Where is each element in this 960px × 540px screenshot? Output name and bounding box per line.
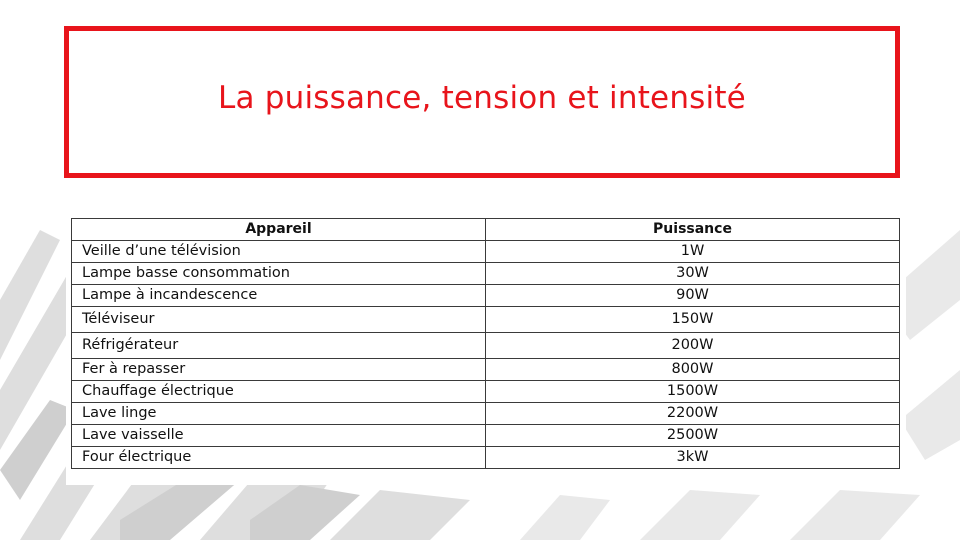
cell-appareil: Veille d’une télévision <box>72 241 486 263</box>
table-row <box>72 307 900 333</box>
slide-title: La puissance, tension et intensité <box>218 80 746 116</box>
table-row <box>72 381 900 403</box>
cell-puissance: 3kW <box>486 447 900 469</box>
table-row <box>72 403 900 425</box>
title-box <box>64 26 900 178</box>
cell-appareil: Lave vaisselle <box>72 425 486 447</box>
table-row <box>72 241 900 263</box>
header-puissance: Puissance <box>486 219 900 241</box>
cell-puissance: 2200W <box>486 403 900 425</box>
power-table <box>71 218 900 469</box>
cell-appareil: Réfrigérateur <box>72 333 486 359</box>
cell-appareil: Chauffage électrique <box>72 381 486 403</box>
cell-appareil: Lave linge <box>72 403 486 425</box>
cell-puissance: 90W <box>486 285 900 307</box>
cell-puissance: 30W <box>486 263 900 285</box>
cell-appareil: Fer à repasser <box>72 359 486 381</box>
cell-puissance: 800W <box>486 359 900 381</box>
cell-appareil: Lampe basse consommation <box>72 263 486 285</box>
cell-puissance: 200W <box>486 333 900 359</box>
cell-puissance: 1500W <box>486 381 900 403</box>
cell-appareil: Four électrique <box>72 447 486 469</box>
table-header-row <box>72 219 900 241</box>
table-row <box>72 263 900 285</box>
cell-puissance: 1W <box>486 241 900 263</box>
table-row <box>72 333 900 359</box>
table-row <box>72 359 900 381</box>
cell-appareil: Lampe à incandescence <box>72 285 486 307</box>
cell-puissance: 2500W <box>486 425 900 447</box>
cell-appareil: Téléviseur <box>72 307 486 333</box>
table-panel <box>66 207 906 485</box>
cell-puissance: 150W <box>486 307 900 333</box>
table-row <box>72 447 900 469</box>
header-appareil: Appareil <box>72 219 486 241</box>
table-row <box>72 285 900 307</box>
table-row <box>72 425 900 447</box>
